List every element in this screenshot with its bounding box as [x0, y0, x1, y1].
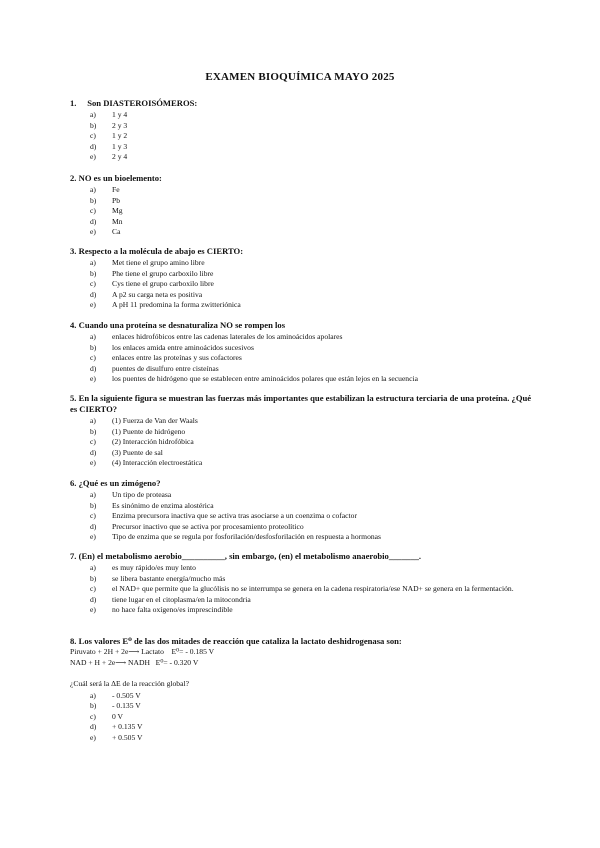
option-c[interactable]: [70, 353, 540, 364]
option-letter: c): [90, 353, 96, 362]
option-text: Cys tiene el grupo carboxilo libre: [112, 279, 214, 288]
option-e[interactable]: [70, 458, 540, 469]
option-letter: b): [90, 701, 97, 710]
option-letter: e): [90, 152, 96, 161]
option-c[interactable]: [70, 279, 540, 290]
option-text: 2 y 3: [112, 120, 128, 130]
option-letter: e): [90, 374, 96, 383]
option-a[interactable]: [70, 563, 540, 574]
option-e[interactable]: [70, 152, 540, 163]
question-number: 4.: [70, 320, 77, 330]
option-letter: e): [90, 300, 96, 309]
option-a[interactable]: [70, 258, 540, 269]
option-e[interactable]: [70, 733, 540, 744]
option-text: enlaces entre las proteínas y sus cofactores: [112, 353, 242, 362]
question-statement: NO es un bioelemento:: [78, 173, 162, 183]
option-text: A p2 su carga neta es positiva: [112, 289, 203, 299]
question-text: [70, 551, 540, 562]
question-5: [70, 393, 540, 469]
option-text: 1 y 4: [112, 110, 128, 119]
option-text: Mg: [112, 206, 123, 215]
question-text: [70, 173, 540, 184]
option-b[interactable]: [70, 343, 540, 354]
option-letter: a): [90, 110, 96, 119]
option-c[interactable]: [70, 712, 540, 723]
options-list: [70, 416, 540, 469]
question-statement: Los valores E⁰ de las dos mitades de reacción que cataliza la lactato deshidrogenasa son:: [78, 636, 402, 646]
question-8: [70, 636, 540, 743]
option-text: 1 y 3: [112, 141, 128, 151]
option-text: Phe tiene el grupo carboxilo libre: [112, 268, 214, 278]
question-2: [70, 173, 540, 238]
option-e[interactable]: [70, 374, 540, 385]
question-text: [70, 246, 540, 257]
option-e[interactable]: [70, 300, 540, 311]
option-letter: a): [90, 258, 96, 267]
question-number: 3.: [70, 246, 77, 256]
option-letter: a): [90, 490, 96, 499]
option-letter: d): [90, 722, 97, 731]
option-letter: d): [90, 363, 97, 373]
option-e[interactable]: [70, 532, 540, 543]
option-letter: b): [90, 268, 97, 278]
option-a[interactable]: [70, 691, 540, 702]
option-text: tiene lugar en el citoplasma/en la mitocondria: [112, 594, 251, 604]
question-statement: En la siguiente figura se muestran las fuerzas más importantes que estabilizan la estructura terciaria de una proteína. ¿Qué es CIERTO?: [70, 393, 532, 414]
option-letter: c): [90, 279, 96, 288]
option-b[interactable]: [70, 121, 540, 132]
options-list: [70, 691, 540, 744]
option-text: - 0.135 V: [112, 701, 141, 710]
option-letter: a): [90, 185, 96, 194]
option-text: Mn: [112, 216, 123, 226]
question-statement: Son DIASTEROISÓMEROS:: [87, 98, 198, 108]
option-text: Fe: [112, 185, 120, 194]
option-text: los enlaces amida entre aminoácidos sucesivos: [112, 342, 254, 352]
option-text: - 0.505 V: [112, 690, 141, 700]
option-c[interactable]: [70, 511, 540, 522]
option-text: Es sinónimo de enzima alostérica: [112, 500, 214, 510]
option-a[interactable]: [70, 416, 540, 427]
option-letter: a): [90, 332, 96, 341]
question-number: 2.: [70, 173, 77, 183]
option-letter: d): [90, 447, 97, 457]
option-d[interactable]: [70, 595, 540, 606]
option-letter: a): [90, 690, 96, 700]
option-text: + 0.135 V: [112, 722, 143, 731]
question-number: 1.: [70, 98, 77, 108]
option-text: (1) Fuerza de Van der Waals: [112, 416, 198, 425]
option-text: 0 V: [112, 711, 124, 721]
option-text: se libera bastante energía/mucho más: [112, 573, 226, 583]
option-text: (2) Interacción hidrofóbica: [112, 437, 194, 446]
option-text: Met tiene el grupo amino libre: [112, 258, 205, 267]
option-letter: e): [90, 732, 96, 742]
options-list: [70, 332, 540, 385]
option-letter: d): [90, 141, 97, 151]
option-letter: e): [90, 532, 96, 541]
option-text: es muy rápido/es muy lento: [112, 563, 196, 572]
option-a[interactable]: [70, 110, 540, 121]
question-number: 6.: [70, 478, 77, 488]
option-text: enlaces hidrofóbicos entre las cadenas laterales de los aminoácidos apolares: [112, 332, 343, 341]
options-list: [70, 563, 540, 616]
option-letter: c): [90, 584, 96, 593]
option-letter: d): [90, 594, 97, 604]
option-letter: b): [90, 195, 97, 205]
option-d[interactable]: [70, 522, 540, 533]
option-text: 2 y 4: [112, 152, 128, 161]
option-text: puentes de disulfuro entre cisteínas: [112, 363, 219, 373]
question-text: [70, 478, 540, 489]
option-letter: e): [90, 605, 96, 614]
option-letter: c): [90, 131, 96, 140]
option-letter: b): [90, 500, 97, 510]
option-e[interactable]: [70, 227, 540, 238]
option-text: Precursor inactivo que se activa por procesamiento proteolítico: [112, 521, 304, 531]
option-text: + 0.505 V: [112, 732, 143, 742]
option-letter: d): [90, 521, 97, 531]
option-text: Ca: [112, 227, 121, 236]
option-a[interactable]: [70, 332, 540, 343]
option-letter: d): [90, 216, 97, 226]
option-d[interactable]: [70, 290, 540, 301]
question-6: [70, 478, 540, 543]
reaction-line-1: Piruvato + 2H + 2e⟶ Lactato E⁰= - 0.185 V: [70, 647, 215, 656]
reaction-line-2: NAD + H + 2e⟶ NADH E⁰= - 0.320 V: [70, 657, 199, 667]
question-1: [70, 98, 540, 163]
question-7: [70, 551, 540, 616]
option-c[interactable]: [70, 131, 540, 142]
question-text: [70, 320, 540, 331]
option-letter: b): [90, 342, 97, 352]
option-text: (3) Puente de sal: [112, 447, 163, 457]
option-text: Pb: [112, 195, 121, 205]
option-b[interactable]: [70, 501, 540, 512]
options-list: [70, 258, 540, 311]
option-c[interactable]: [70, 437, 540, 448]
option-letter: c): [90, 437, 96, 446]
option-letter: a): [90, 416, 96, 425]
question-text: [70, 636, 540, 647]
option-letter: e): [90, 227, 96, 236]
question-number: 5.: [70, 393, 77, 403]
option-d[interactable]: [70, 364, 540, 375]
option-a[interactable]: [70, 185, 540, 196]
option-letter: d): [90, 289, 97, 299]
option-d[interactable]: [70, 217, 540, 228]
page-title: EXAMEN BIOQUÍMICA MAYO 2025: [205, 71, 395, 83]
option-d[interactable]: [70, 448, 540, 459]
question-statement: ¿Qué es un zimógeno?: [78, 478, 161, 488]
option-text: (1) Puente de hidrógeno: [112, 426, 186, 436]
question-number: 7.: [70, 551, 77, 561]
option-letter: c): [90, 511, 96, 520]
option-text: Tipo de enzima que se regula por fosforilación/desfosforilación en respuesta a hormonas: [112, 532, 382, 541]
question-number: 8.: [70, 636, 77, 646]
question-text: [70, 393, 540, 415]
option-c[interactable]: [70, 584, 540, 595]
subquestion: ¿Cuál será la ΔE de la reacción global?: [70, 679, 189, 688]
option-d[interactable]: [70, 142, 540, 153]
question-4: [70, 320, 540, 385]
option-text: 1 y 2: [112, 131, 128, 140]
options-list: [70, 110, 540, 163]
option-b[interactable]: [70, 701, 540, 712]
question-statement: Cuando una proteína se desnaturaliza NO se rompen los: [78, 320, 286, 330]
option-letter: e): [90, 458, 96, 467]
option-letter: b): [90, 573, 97, 583]
option-letter: a): [90, 563, 96, 572]
option-letter: c): [90, 206, 96, 215]
option-d[interactable]: [70, 722, 540, 733]
option-c[interactable]: [70, 206, 540, 217]
question-statement: (En) el metabolismo aerobio__________, sin embargo, (en) el metabolismo anaerobio_______.: [78, 551, 422, 561]
option-text: (4) Interacción electroestática: [112, 458, 203, 467]
option-text: los puentes de hidrógeno que se establecen entre aminoácidos polares que están lejos en la secuencia: [112, 374, 418, 383]
option-letter: c): [90, 711, 96, 721]
option-b[interactable]: [70, 196, 540, 207]
option-b[interactable]: [70, 427, 540, 438]
option-letter: b): [90, 426, 97, 436]
options-list: [70, 185, 540, 238]
option-text: Enzima precursora inactiva que se activa tras asociarse a un coenzima o cofactor: [112, 511, 357, 520]
option-e[interactable]: [70, 605, 540, 616]
option-letter: b): [90, 120, 97, 130]
option-b[interactable]: [70, 269, 540, 280]
option-text: no hace falta oxígeno/es imprescindible: [112, 605, 233, 614]
question-statement: Respecto a la molécula de abajo es CIERTO:: [78, 246, 244, 256]
option-b[interactable]: [70, 574, 540, 585]
question-3: [70, 246, 540, 311]
option-a[interactable]: [70, 490, 540, 501]
option-text: A pH 11 predomina la forma zwitteriónica: [112, 300, 241, 309]
question-text: [70, 98, 540, 109]
options-list: [70, 490, 540, 543]
option-text: Un tipo de proteasa: [112, 490, 172, 499]
option-text: el NAD+ que permite que la glucólisis no se interrumpa se genera en la cadena respiratoria/ese NAD+ se genera en la fermentación.: [112, 584, 514, 593]
